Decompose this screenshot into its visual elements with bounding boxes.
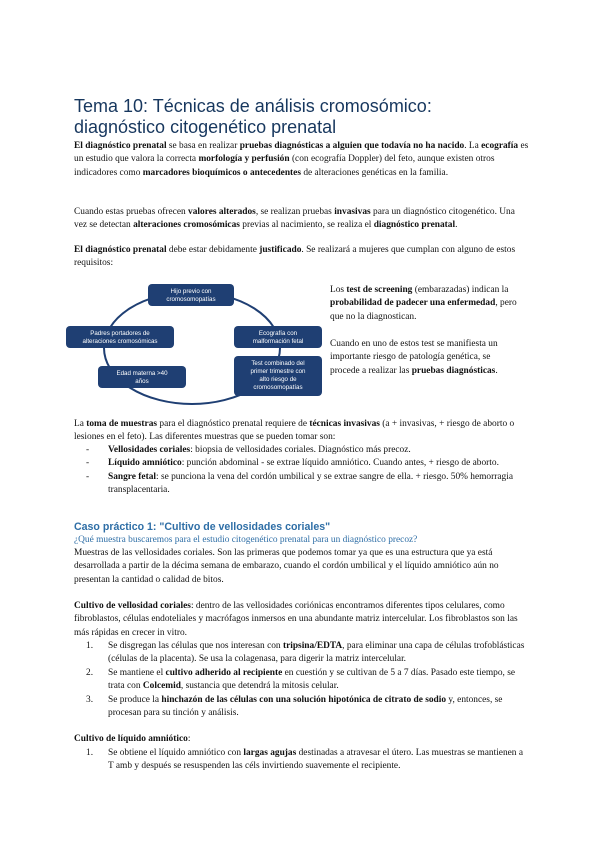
bold: toma de muestras [86,419,158,429]
diagram-box-previous-child [148,284,234,306]
title-line-1: Tema 10: Técnicas de análisis cromosómico: [74,96,432,116]
box-label: malformación fetal [252,338,304,345]
box-label: primer trimestre con [250,368,306,375]
screening-note [330,284,520,324]
intro-text: . La [464,141,482,151]
text: : [187,734,191,744]
culture-steps [86,640,526,720]
text: . [455,220,458,231]
text: : se punciona la vena del cordón umbilical y se extrae sangre de ella. + riesgo. 50% hemorragia transplacentaria. [108,471,513,496]
list-marker: 1. [86,641,94,651]
paragraph-culture [74,600,530,640]
text: y, entonces, se procesan para su tinción y análisis. [108,694,503,719]
bold: Colcemid [142,681,181,692]
list-item [86,640,526,667]
text: Se mantiene el [108,667,166,678]
bold: Sangre fetal [108,471,156,482]
text: Cuando estas pruebas ofrecen [74,207,189,217]
box-label: Hijo previo con [170,288,212,295]
amnio-heading [74,733,530,746]
intro-text: se basa en realizar [166,141,240,151]
list-marker: - [86,458,90,469]
list-item [86,471,526,498]
text: Los [330,285,347,295]
bold: técnicas invasivas [309,419,380,429]
paragraph-sampling [74,418,530,445]
diagnostic-note [330,338,520,378]
amnio-steps [86,747,526,774]
diagram-box-maternal-age [98,366,186,388]
text: para un diagnóstico citogenético. Una vez se detectan [74,207,515,231]
bold: diagnóstico prenatal [373,220,456,231]
bold: hinchazón de las células con una solución hipotónica de citrato de sodio [161,694,447,705]
paragraph-invasive [74,206,530,233]
box-label: Padres portadores de [90,330,150,337]
box-label: cromosomopatías [253,384,303,391]
text: : dentro de las vellosidades coriónicas encontramos diferentes tipos celulares, como fibroblastos, células endoteliales y macrófagos inmersos en una abundante matriz intercelular. Los fibroblastos son las más rápidas en crecer in vitro. [74,601,518,638]
list-marker: - [86,445,90,455]
text: para el diagnóstico prenatal requiere de [157,419,310,429]
text: (embarazadas) indican la [412,285,509,295]
bold: Cultivo de líquido amniótico [74,734,188,744]
box-label: cromosomopatías [166,296,216,303]
bold: Cultivo de vellosidad coriales [74,601,191,611]
box-label: Edad materna >40 [116,370,168,377]
bold: Líquido amniótico [108,458,182,469]
list-item [86,457,526,470]
text: debe estar debidamente [166,245,260,255]
page-title [74,96,534,138]
text: , se realizan pruebas [255,207,335,217]
diagram-box-carrier-parents [66,326,174,348]
intro-bold: El diagnóstico prenatal [74,141,167,151]
list-item [86,747,526,774]
box-label: alteraciones cromosómicas [82,338,158,345]
text: en cuestión y se cultivan de 5 a 7 días. Pasado este tiempo, se trata con [108,667,516,692]
text: : punción abdominal - se extrae líquido amniótico. Cuando antes, + riesgo de aborto. [181,458,499,469]
diagram-box-combined-test [234,356,322,396]
text: Cuando en uno de estos test se manifiesta un importante riesgo de patología genética, se procede a realizar las [330,339,498,376]
intro-paragraph [74,140,530,180]
box-label: Test combinado del [251,360,305,367]
text: Se obtiene el líquido amniótico con [108,748,244,758]
title-line-2: diagnóstico citogenético prenatal [74,117,337,137]
list-item [86,694,526,721]
diagram-box-ultrasound [234,326,322,348]
text: previas al nacimiento, se realiza el [239,220,374,231]
bold: cultivo adherido al recipiente [165,667,283,678]
intro-text: (con ecografía Doppler) del feto, aunque existen otros indicadores como [74,154,495,178]
text: La [74,419,87,429]
sample-list [86,444,526,498]
bold: pruebas diagnósticas [411,365,496,376]
text: , sustancia que detendrá la mitosis celular. [180,681,339,692]
list-item [86,444,526,457]
bold: justificado [259,245,302,255]
bold: alteraciones cromosómicas [133,220,240,231]
bold: Vellosidades coriales [108,445,191,455]
bold: probabilidad de padecer una enfermedad [330,298,496,309]
list-marker: - [86,471,90,482]
requirements-cycle-diagram [64,282,324,412]
text: , pero que no la diagnostican. [330,298,517,322]
bold: tripsina/EDTA [282,641,343,651]
intro-bold: morfología y perfusión [198,154,290,165]
intro-bold: ecografía [481,141,519,151]
intro-bold: marcadores bioquímicos o antecedentes [142,167,301,178]
intro-text: es un estudio que valora la correcta [74,141,529,165]
text: . [495,365,498,376]
text: destinadas a atravesar el útero. Las muestras se mantienen a T amb y después se resuspenden las céls invirtiendo suavemente el recipiente. [108,748,523,772]
intro-text: de alteraciones genéticas en la familia. [300,167,449,178]
bold: largas agujas [243,748,297,758]
paragraph-justified [74,244,530,271]
bold: test de screening [346,285,413,295]
intro-bold: pruebas diagnósticas a alguien que todavía no ha nacido [239,141,465,151]
text: Se produce la [108,694,162,705]
text: : biopsia de vellosidades coriales. Diagnóstico más precoz. [190,445,411,455]
case-title: Caso práctico 1: "Cultivo de vellosidades coriales" [74,521,331,533]
box-label: Ecografía con [258,330,298,337]
bold: El diagnóstico prenatal [74,245,167,255]
list-item [86,667,526,694]
bold: valores alterados [188,207,256,217]
list-marker: 3. [86,694,94,705]
list-marker: 1. [86,748,94,758]
text: Se disgregan las células que nos interesan con [108,641,283,651]
box-label: años [135,378,149,385]
box-label: alto riesgo de [259,376,297,383]
text: . Se realizará a mujeres que cumplan con alguno de estos requisitos: [74,245,516,269]
text: , para eliminar una capa de células trofoblásticas (células de la placenta). Se usa la colagenasa, para digerir la matriz intercelular. [108,641,525,665]
list-marker: 2. [86,667,94,678]
case-question: ¿Qué muestra buscaremos para el estudio citogenético prenatal para un diagnóstico precoz? [74,535,418,545]
bold: invasivas [334,207,371,217]
case-answer: Muestras de las vellosidades coriales. Son las primeras que podemos tomar ya que es una estructura que ya está desarrollada a partir de la décima semana de embarazo, cuando el cordón umbilical y el líquido amniótico aún no presentan la cantidad o calidad de bitos. [74,548,499,585]
text: (a + invasivas, + riesgo de aborto o lesiones en el feto). Las diferentes muestras que se pueden tomar son: [74,419,515,443]
